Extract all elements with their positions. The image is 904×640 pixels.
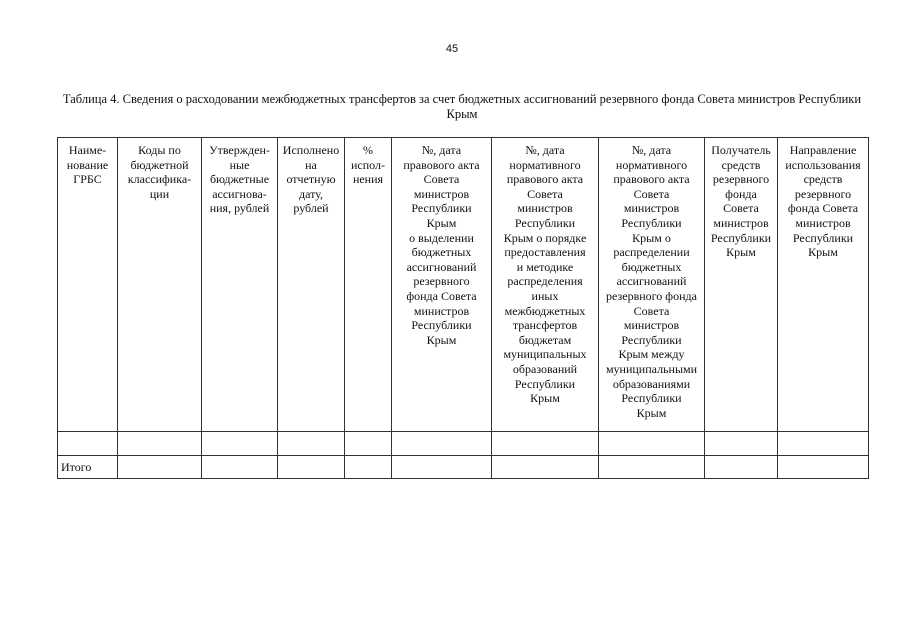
table-cell: [278, 432, 345, 456]
table-header-row: [58, 138, 869, 432]
table-cell: [345, 456, 392, 479]
table-cell: [778, 456, 869, 479]
header-allocation-act: №, дата правового акта Совета министров Республики Крым о выделении бюджетных ассигнований резервного фонда Совета министров Республики Крым: [392, 138, 492, 432]
table-row: [58, 432, 869, 456]
table-cell: [705, 432, 778, 456]
table-cell: [705, 456, 778, 479]
table-cell: [492, 432, 599, 456]
table-cell: [118, 432, 202, 456]
table-cell: [599, 456, 705, 479]
header-fund-usage: Направление использования средств резервного фонда Совета министров Республики Крым: [778, 138, 869, 432]
header-grbs-name: Наиме- нование ГРБС: [58, 138, 118, 432]
reserve-fund-table: [57, 137, 869, 479]
table-caption: Таблица 4. Сведения о расходовании межбюджетных трансфертов за счет бюджетных ассигнований резервного фонда Совета министров Республики Крым: [62, 92, 862, 121]
header-budget-codes: Коды по бюджетной классифика- ции: [118, 138, 202, 432]
table-cell: [278, 456, 345, 479]
header-executed-amount: Исполнено на отчетную дату, рублей: [278, 138, 345, 432]
total-row: [58, 456, 869, 479]
table-cell: [392, 456, 492, 479]
page-number: 45: [445, 43, 459, 55]
table-cell: [202, 456, 278, 479]
table-cell: [202, 432, 278, 456]
table-cell: [58, 432, 118, 456]
table-cell: [599, 432, 705, 456]
total-label: Итого: [58, 456, 118, 479]
table-cell: [492, 456, 599, 479]
header-approved-allocations: Утвержден- ные бюджетные ассигнова- ния, рублей: [202, 138, 278, 432]
table-cell: [118, 456, 202, 479]
header-fund-recipient: Получатель средств резервного фонда Совета министров Республики Крым: [705, 138, 778, 432]
table-cell: [778, 432, 869, 456]
header-execution-percent: % испол- нения: [345, 138, 392, 432]
header-procedure-act: №, дата нормативного правового акта Совета министров Республики Крым о порядке предоставления и методике распределения иных межбюджетных трансфертов бюджетам муниципальных образований Республики Крым: [492, 138, 599, 432]
table-cell: [392, 432, 492, 456]
header-distribution-act: №, дата нормативного правового акта Совета министров Республики Крым о распределении бюджетных ассигнований резервного фонда Совета министров Республики Крым между муниципальными образованиями Республики Крым: [599, 138, 705, 432]
table-cell: [345, 432, 392, 456]
